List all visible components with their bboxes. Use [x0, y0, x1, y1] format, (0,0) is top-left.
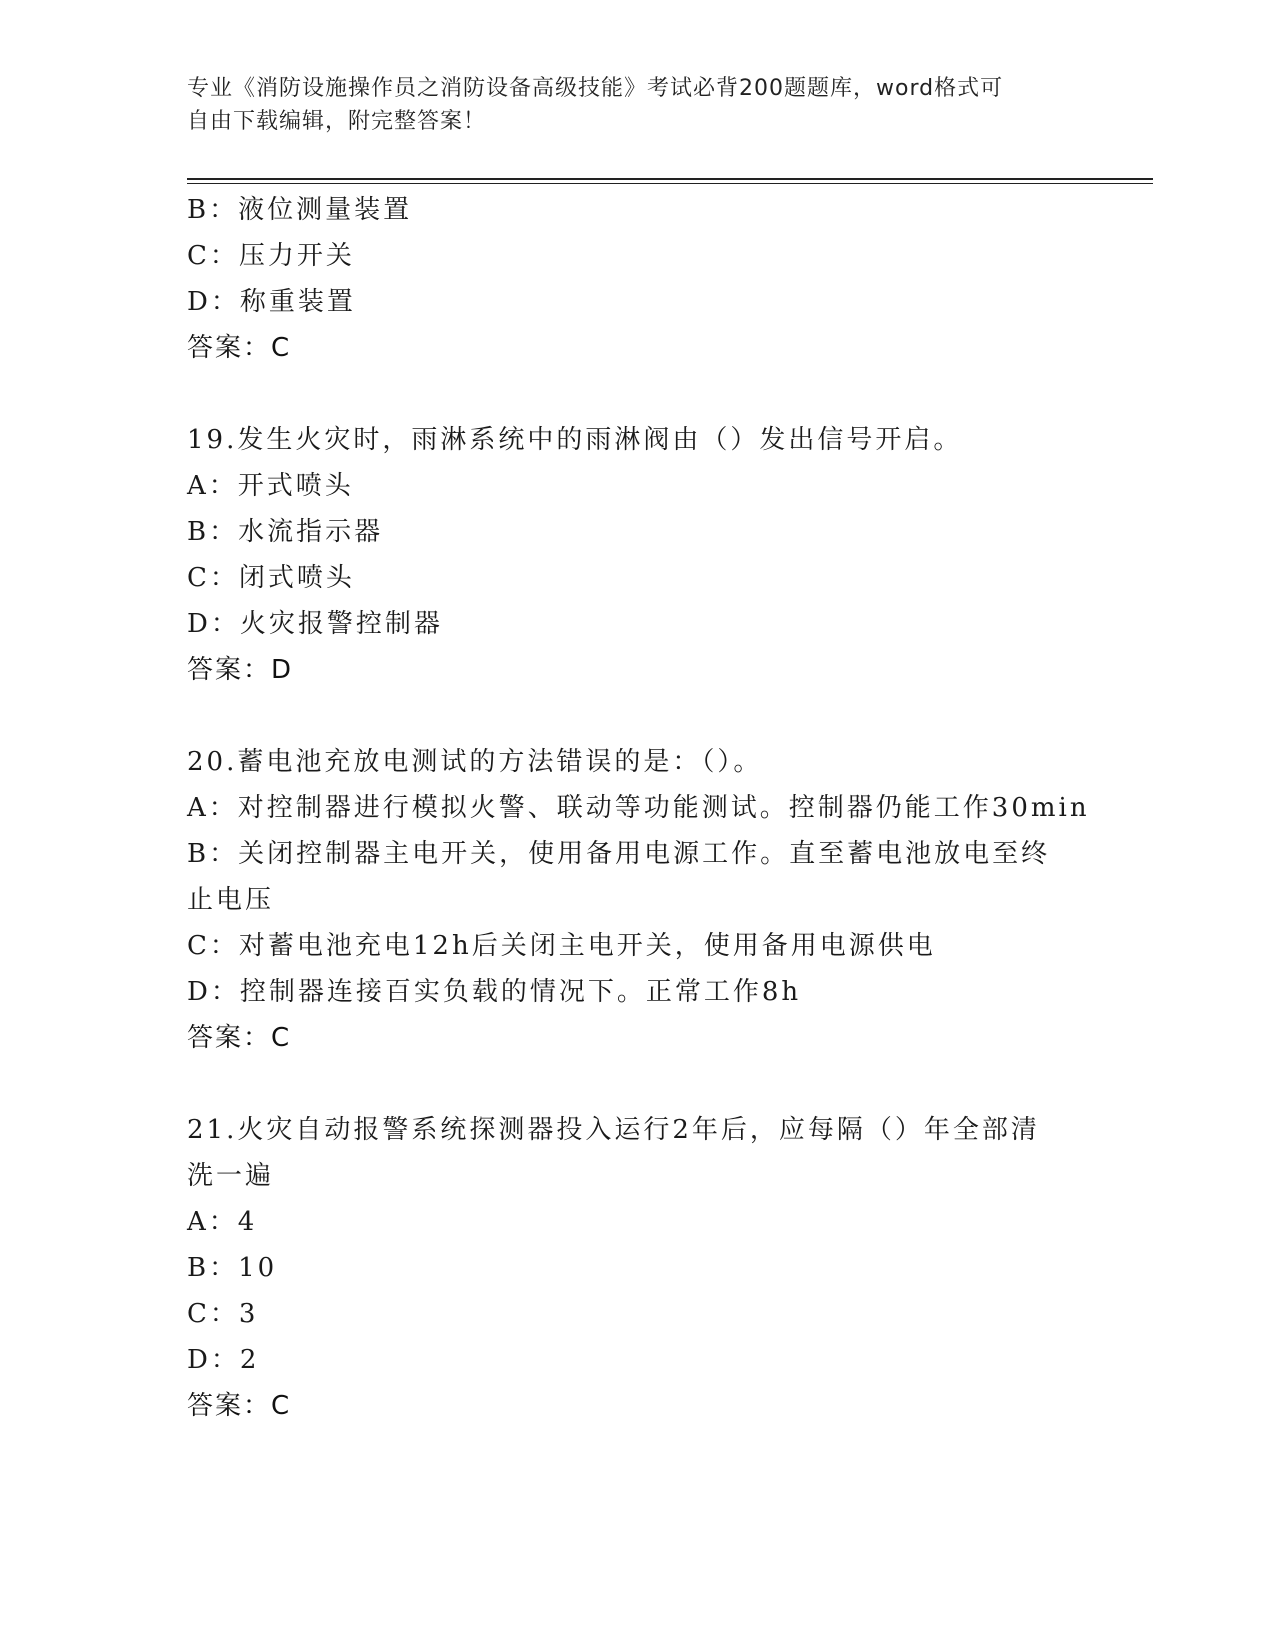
answer-label: 答案：C: [187, 1391, 292, 1421]
option-c: C：对蓄电池充电12h后关闭主电开关，使用备用电源供电: [187, 931, 936, 961]
header-line-2: 自由下载编辑，附完整答案！: [187, 109, 487, 134]
document-header: [187, 72, 1067, 138]
option-c: C：闭式喷头: [187, 563, 355, 593]
question-stem: 20.蓄电池充放电测试的方法错误的是：（）。: [187, 747, 763, 777]
spacer: [187, 1061, 1087, 1107]
option-c: C：3: [187, 1299, 259, 1329]
option-b: B：水流指示器: [187, 517, 384, 547]
option-d: D：称重装置: [187, 287, 356, 317]
option-a: A：对控制器进行模拟火警、联动等功能测试。控制器仍能工作30min: [187, 793, 1090, 823]
answer-label: 答案：C: [187, 333, 292, 363]
option-d: D：火灾报警控制器: [187, 609, 443, 639]
question-21: [187, 1107, 1087, 1429]
option-a: A：开式喷头: [187, 471, 354, 501]
option-d: D：2: [187, 1345, 260, 1375]
option-a: A：4: [187, 1207, 258, 1237]
question-19: [187, 417, 1087, 693]
question-18-tail: [187, 187, 1087, 371]
header-divider: [187, 178, 1153, 184]
spacer: [187, 371, 1087, 417]
option-d: D：控制器连接百实负载的情况下。正常工作8h: [187, 977, 802, 1007]
answer-label: 答案：D: [187, 655, 294, 685]
option-c: C：压力开关: [187, 241, 355, 271]
option-b: B：关闭控制器主电开关，使用备用电源工作。直至蓄电池放电至终止电压: [187, 839, 1051, 915]
question-stem: 19.发生火灾时，雨淋系统中的雨淋阀由（）发出信号开启。: [187, 425, 963, 455]
option-b: B：液位测量装置: [187, 195, 413, 225]
question-stem: 21.火灾自动报警系统探测器投入运行2年后，应每隔（）年全部清洗一遍: [187, 1115, 1040, 1191]
question-20: [187, 739, 1090, 1061]
question-list: [187, 187, 1090, 1429]
option-b: B：10: [187, 1253, 278, 1283]
spacer: [187, 693, 1087, 739]
header-line-1: 专业《消防设施操作员之消防设备高级技能》考试必背200题题库，word格式可: [187, 76, 1004, 101]
answer-label: 答案：C: [187, 1023, 292, 1053]
